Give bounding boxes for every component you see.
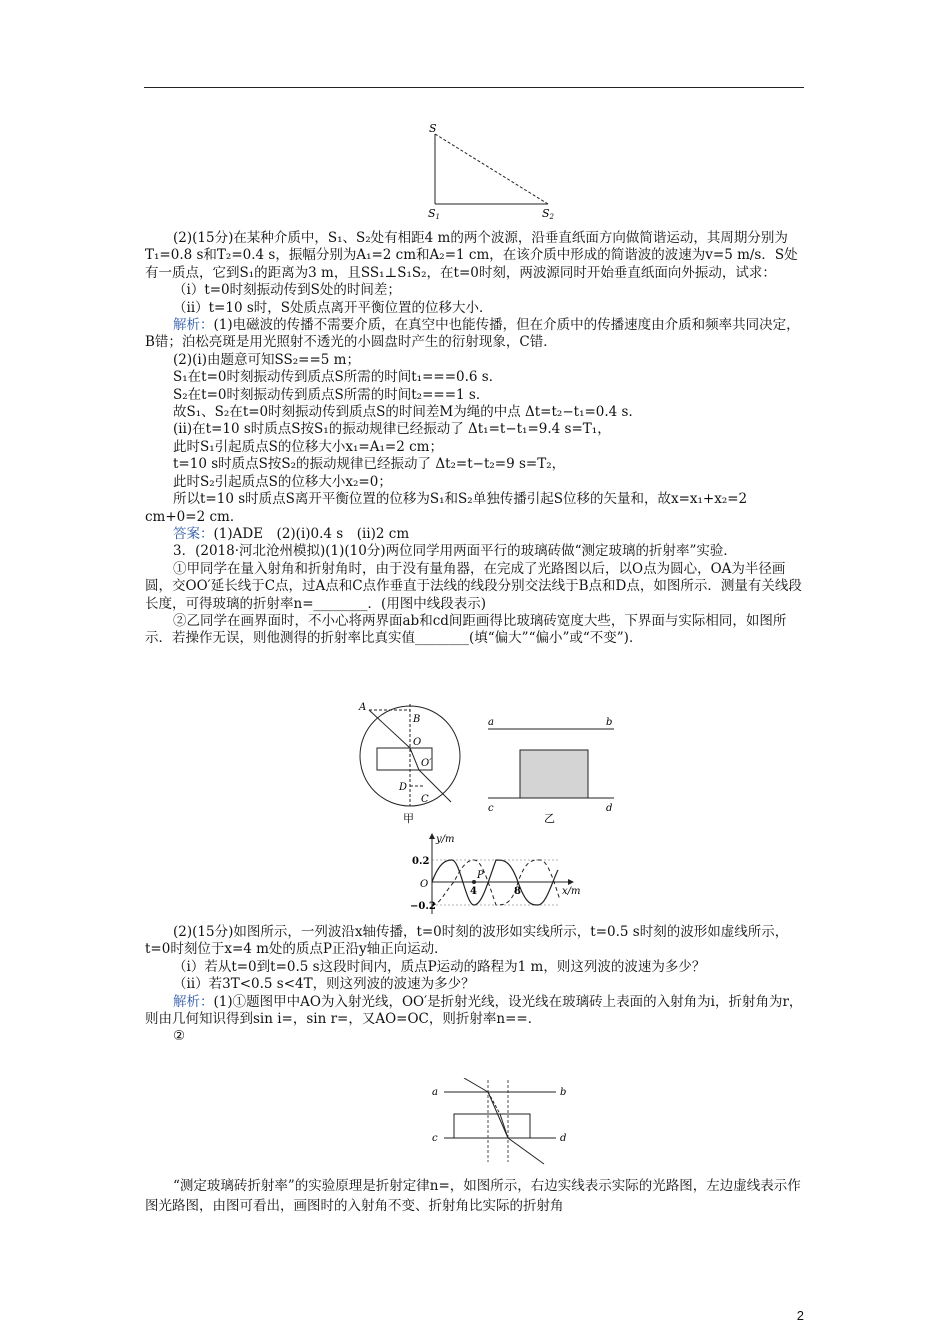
q3b-stem: (2)(15分)如图所示，一列波沿x轴传播，t=0时刻的波形如实线所示，t=0.5 s时刻的波形如虚线所示，t=0时刻位于x=4 m处的质点P正沿y轴正向运动． [145,924,789,958]
refraction-figure [428,1078,578,1170]
svg-text:c: c [432,1133,438,1144]
solution-line: S₂在t=0时刻振动传到质点S所需的时间t₂===1 s． [173,386,490,403]
svg-text:d: d [606,803,613,814]
solution-line: 此时S₁引起质点S的位移大小x₁=A₁=2 cm； [173,438,443,455]
caption-yi: 乙 [544,812,555,824]
svg-text:4: 4 [470,886,477,897]
svg-text:b: b [560,1087,567,1098]
q3b-sub-i: （ⅰ）若从t=0到t=0.5 s这段时间内，质点P运动的路程为1 m，则这列波的波速为多少？ [173,958,706,975]
q2-sub-i: （ⅰ）t=0时刻振动传到S处的时间差； [173,282,401,299]
solution-line: 所以t=10 s时质点S离开平衡位置的位移为S₁和S₂单独传播引起S位移的矢量和，故x=x₁+x₂=2 cm+0=2 cm． [145,491,748,525]
caption-jia: 甲 [403,812,414,825]
solution-3: 解析：(1)①题图甲中AO为入射光线，OO′是折射光线，设光线在玻璃砖上表面的入射角为i，折射角为r，则由几何知识得到sin i=，sin r=，又AO=OC，则折射率n==． [145,993,803,1028]
svg-text:y/m: y/m [436,834,455,845]
q3b-sub-ii: （ⅱ）若3T<0.5 s<4T，则这列波的波速为多少？ [173,976,475,993]
svg-text:0.2: 0.2 [412,856,430,867]
q2-sub-ii: （ⅱ）t=10 s时，S处质点离开平衡位置的位移大小． [173,299,493,316]
page-number: 2 [796,1308,804,1323]
solution-line: 故S₁、S₂在t=0时刻振动传到质点S的时间差M为绳的中点 Δt=t₂−t₁=0.4 s． [173,404,642,421]
svg-text:x/m: x/m [562,886,581,897]
q2-stem: (2)(15分)在某种介质中，S₁、S₂处有相距4 m的两个波源，沿垂直纸面方向做简谐运动，其周期分别为T₁=0.8 s和T₂=0.4 s，振幅分别为A₁=2 cm和A₂=1 cm，在该介质中形成的简谐波的波速为v=5 m/s．S处有一质点，它到S₁的距离为3 m，且SS₁⊥S₁S₂，在t=0时刻，两波源同时开始垂直纸面向外振动，试求： [145,230,798,281]
svg-text:−0.2: −0.2 [410,901,436,912]
figure-jia [355,698,465,826]
svg-text:c: c [488,803,494,814]
svg-text:d: d [560,1133,567,1144]
svg-text:a: a [432,1087,438,1098]
svg-text:a: a [488,717,494,728]
answer-line: 答案：(1)ADE (2)(ⅰ)0.4 s (ⅱ)2 cm [173,525,410,542]
triangle-figure [420,122,570,222]
solution-line: (2)(ⅰ)由题意可知SS₂==5 m； [173,351,360,368]
q3-stem: 3．(2018·河北沧州模拟)(1)(10分)两位同学用两面平行的玻璃砖做“测定玻璃的折射率”实验． [173,543,737,560]
label-s: S [429,122,437,135]
solution-line: S₁在t=0时刻振动传到质点S所需的时间t₁===0.6 s． [173,369,503,386]
svg-text:P: P [477,870,484,881]
svg-text:S1: S1 [428,207,441,221]
wave-figure [410,830,590,918]
svg-text:8: 8 [514,886,521,897]
solution-line: t=10 s时质点S按S₂的振动规律已经振动了 Δt₂=t−t₂=9 s=T₂， [173,456,566,473]
solution-line: (ⅱ)在t=10 s时质点S按S₁的振动规律已经振动了 Δt₁=t−t₁=9.4 s=T₁， [173,421,611,438]
conclusion-line: “测定玻璃砖折射率”的实验原理是折射定律n=，如图所示，右边实线表示实际的光路图，左边虚线表示作图光路图，由图可看出，画图时的入射角不变、折射角比实际的折射角 [145,1178,801,1214]
svg-text:B: B [413,714,421,725]
solution-line: 此时S₂引起质点S的位移大小x₂=0； [173,473,392,490]
figure-yi [482,712,622,824]
header-rule [144,87,804,88]
question-3b-text [145,924,805,1046]
svg-text:O: O [413,737,422,748]
svg-text:b: b [606,717,613,728]
question-2-text [145,230,805,648]
svg-text:O: O [420,879,429,890]
solution-3-part2: ② [173,1028,186,1045]
svg-text:C: C [421,794,429,805]
svg-text:D: D [399,782,408,793]
solution-1: 解析：(1)电磁波的传播不需要介质，在真空中也能传播，但在介质中的传播速度由介质和频率共同决定，B错；泊松亮斑是用光照射不透光的小圆盘时产生的衍射现象，C错． [145,317,800,351]
svg-text:S2: S2 [542,207,555,221]
svg-text:A: A [359,702,367,713]
q3-part-2: ②乙同学在画界面时，不小心将两界面ab和cd间距画得比玻璃砖宽度大些，下界面与实际相同，如图所示．若操作无误，则他测得的折射率比真实值________(填“偏大”“偏小”或“不变”)． [145,612,787,647]
q3-part-1: ①甲同学在量入射角和折射角时，由于没有量角器，在完成了光路图以后，以O点为圆心，OA为半径画圆，交OO′延长线于C点，过A点和C点作垂直于法线的线段分别交法线于B点和D点，如图所示．测量有关线段长度，可得玻璃的折射率n=________．(用图中线段表示) [145,560,802,612]
conclusion-text [145,1176,805,1216]
svg-text:O′: O′ [421,758,432,769]
